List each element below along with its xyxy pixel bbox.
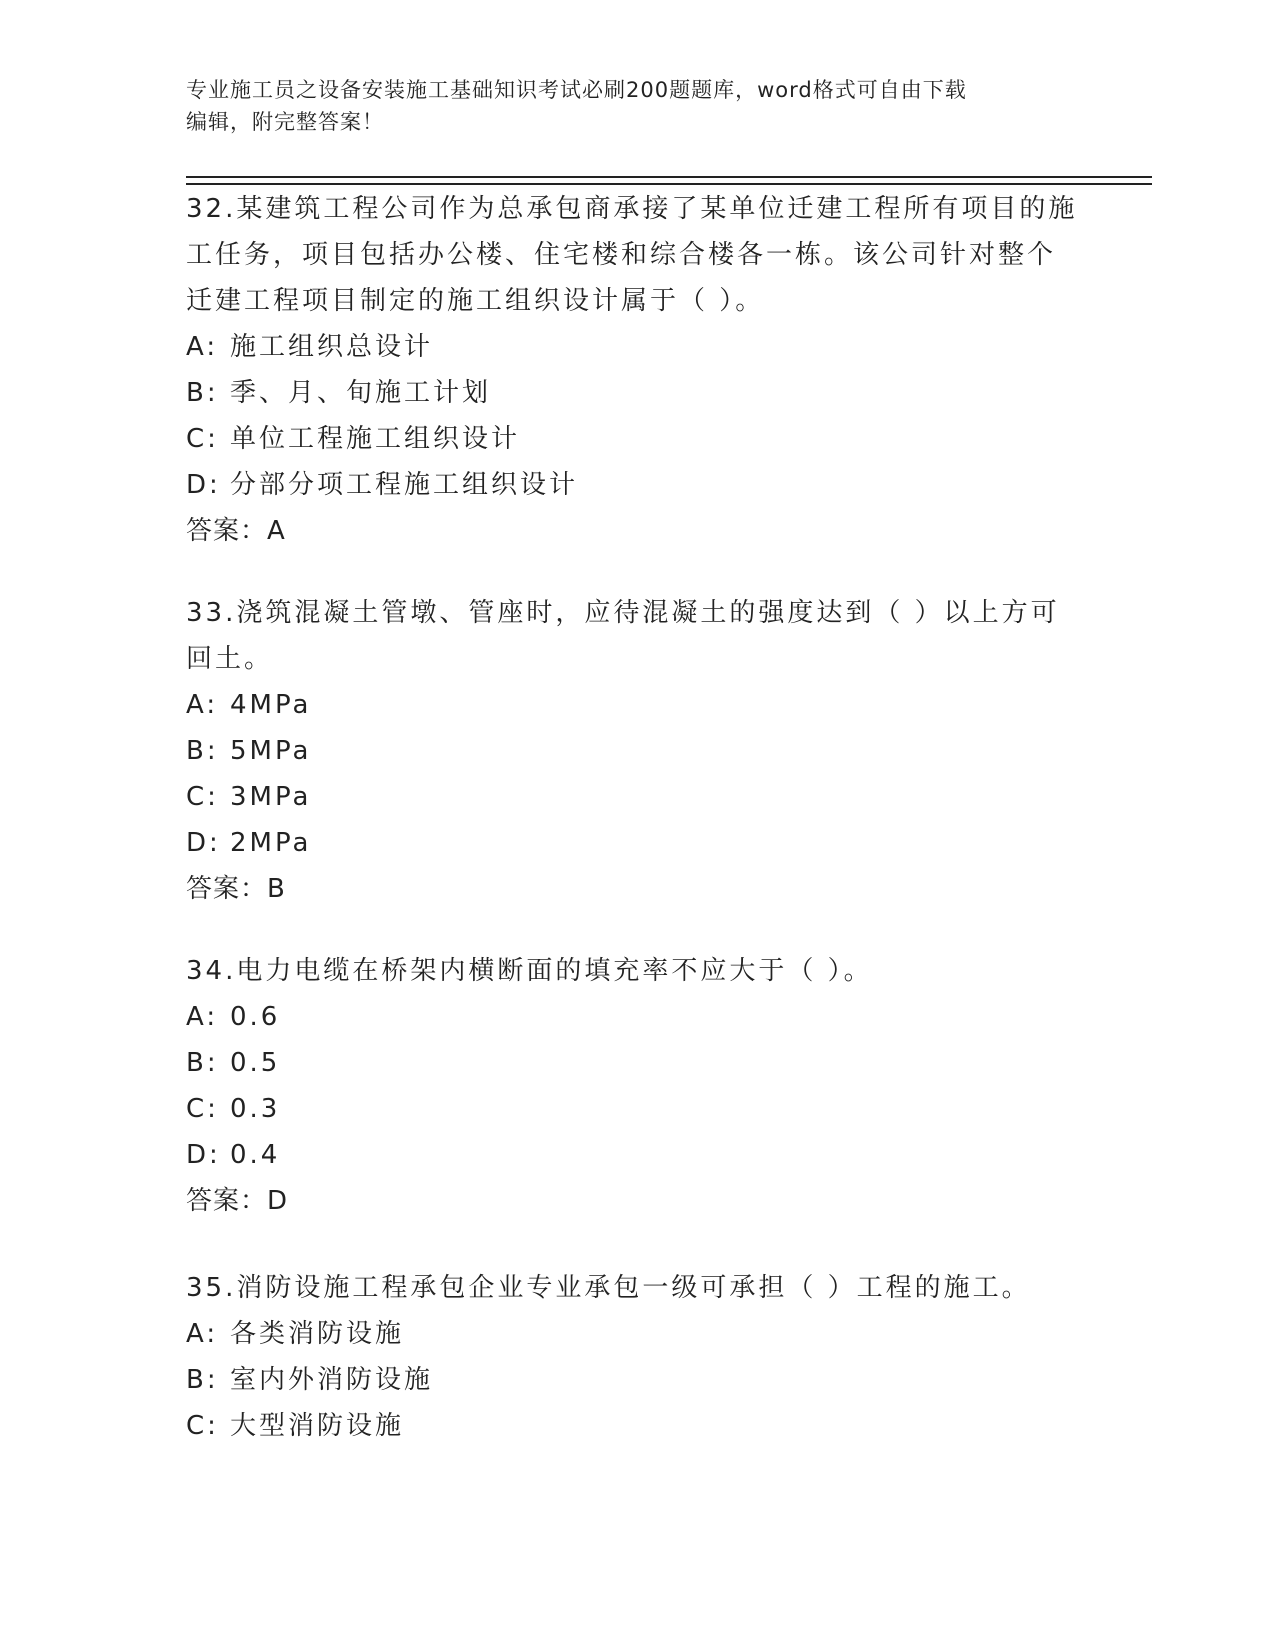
header-line-2: 编辑，附完整答案！ — [186, 110, 384, 134]
option-label: C: — [186, 424, 219, 454]
header-divider-top — [186, 176, 1152, 178]
question-32 — [186, 186, 1086, 554]
option-text: 0.6 — [230, 1002, 281, 1032]
answer: 答案：A — [186, 516, 286, 546]
option-text: 0.4 — [230, 1140, 281, 1170]
option-text: 各类消防设施 — [230, 1319, 405, 1349]
option-label: A: — [186, 332, 219, 362]
option-label: A: — [186, 1319, 219, 1349]
option-b — [186, 370, 1086, 416]
answer: 答案：D — [186, 1186, 289, 1216]
answer: 答案：B — [186, 874, 286, 904]
option-text: 0.3 — [230, 1094, 281, 1124]
option-text: 5MPa — [230, 736, 312, 766]
question-stem-line: 回土。 — [186, 644, 274, 674]
option-label: D: — [186, 1140, 221, 1170]
option-text: 单位工程施工组织设计 — [230, 424, 521, 454]
option-c — [186, 416, 1086, 462]
document-header — [186, 74, 1086, 138]
option-c — [186, 1403, 1086, 1449]
option-label: D: — [186, 470, 221, 500]
question-34 — [186, 948, 1086, 1224]
question-stem-line: 工任务，项目包括办公楼、住宅楼和综合楼各一栋。该公司针对整个 — [186, 240, 1057, 270]
option-text: 3MPa — [230, 782, 312, 812]
option-label: A: — [186, 1002, 219, 1032]
question-stem-line: 迁建工程项目制定的施工组织设计属于（ ）。 — [186, 286, 765, 316]
option-label: B: — [186, 378, 219, 408]
question-stem-line: 34.电力电缆在桥架内横断面的填充率不应大于（ ）。 — [186, 956, 873, 986]
option-label: B: — [186, 1365, 219, 1395]
header-divider-bottom — [186, 183, 1152, 185]
question-stem-line: 32.某建筑工程公司作为总承包商承接了某单位迁建工程所有项目的施 — [186, 194, 1078, 224]
option-label: C: — [186, 782, 219, 812]
question-35 — [186, 1265, 1086, 1449]
option-c — [186, 1086, 1086, 1132]
option-label: C: — [186, 1094, 219, 1124]
option-text: 季、月、旬施工计划 — [230, 378, 492, 408]
option-a — [186, 324, 1086, 370]
option-text: 分部分项工程施工组织设计 — [230, 470, 579, 500]
option-text: 2MPa — [230, 828, 312, 858]
option-label: C: — [186, 1411, 219, 1441]
option-label: D: — [186, 828, 221, 858]
option-text: 大型消防设施 — [230, 1411, 405, 1441]
option-a — [186, 682, 1086, 728]
option-text: 4MPa — [230, 690, 312, 720]
question-stem-line: 33.浇筑混凝土管墩、管座时，应待混凝土的强度达到（ ）以上方可 — [186, 598, 1060, 628]
header-line-1: 专业施工员之设备安装施工基础知识考试必刷200题题库，word格式可自由下载 — [186, 78, 967, 102]
option-d — [186, 462, 1086, 508]
option-d — [186, 820, 1086, 866]
option-label: B: — [186, 736, 219, 766]
question-33 — [186, 590, 1086, 912]
option-label: A: — [186, 690, 219, 720]
option-d — [186, 1132, 1086, 1178]
option-a — [186, 1311, 1086, 1357]
option-text: 0.5 — [230, 1048, 281, 1078]
option-b — [186, 1357, 1086, 1403]
option-b — [186, 1040, 1086, 1086]
option-text: 室内外消防设施 — [230, 1365, 434, 1395]
option-text: 施工组织总设计 — [230, 332, 434, 362]
option-a — [186, 994, 1086, 1040]
question-stem-line: 35.消防设施工程承包企业专业承包一级可承担（ ）工程的施工。 — [186, 1273, 1031, 1303]
option-b — [186, 728, 1086, 774]
option-c — [186, 774, 1086, 820]
option-label: B: — [186, 1048, 219, 1078]
